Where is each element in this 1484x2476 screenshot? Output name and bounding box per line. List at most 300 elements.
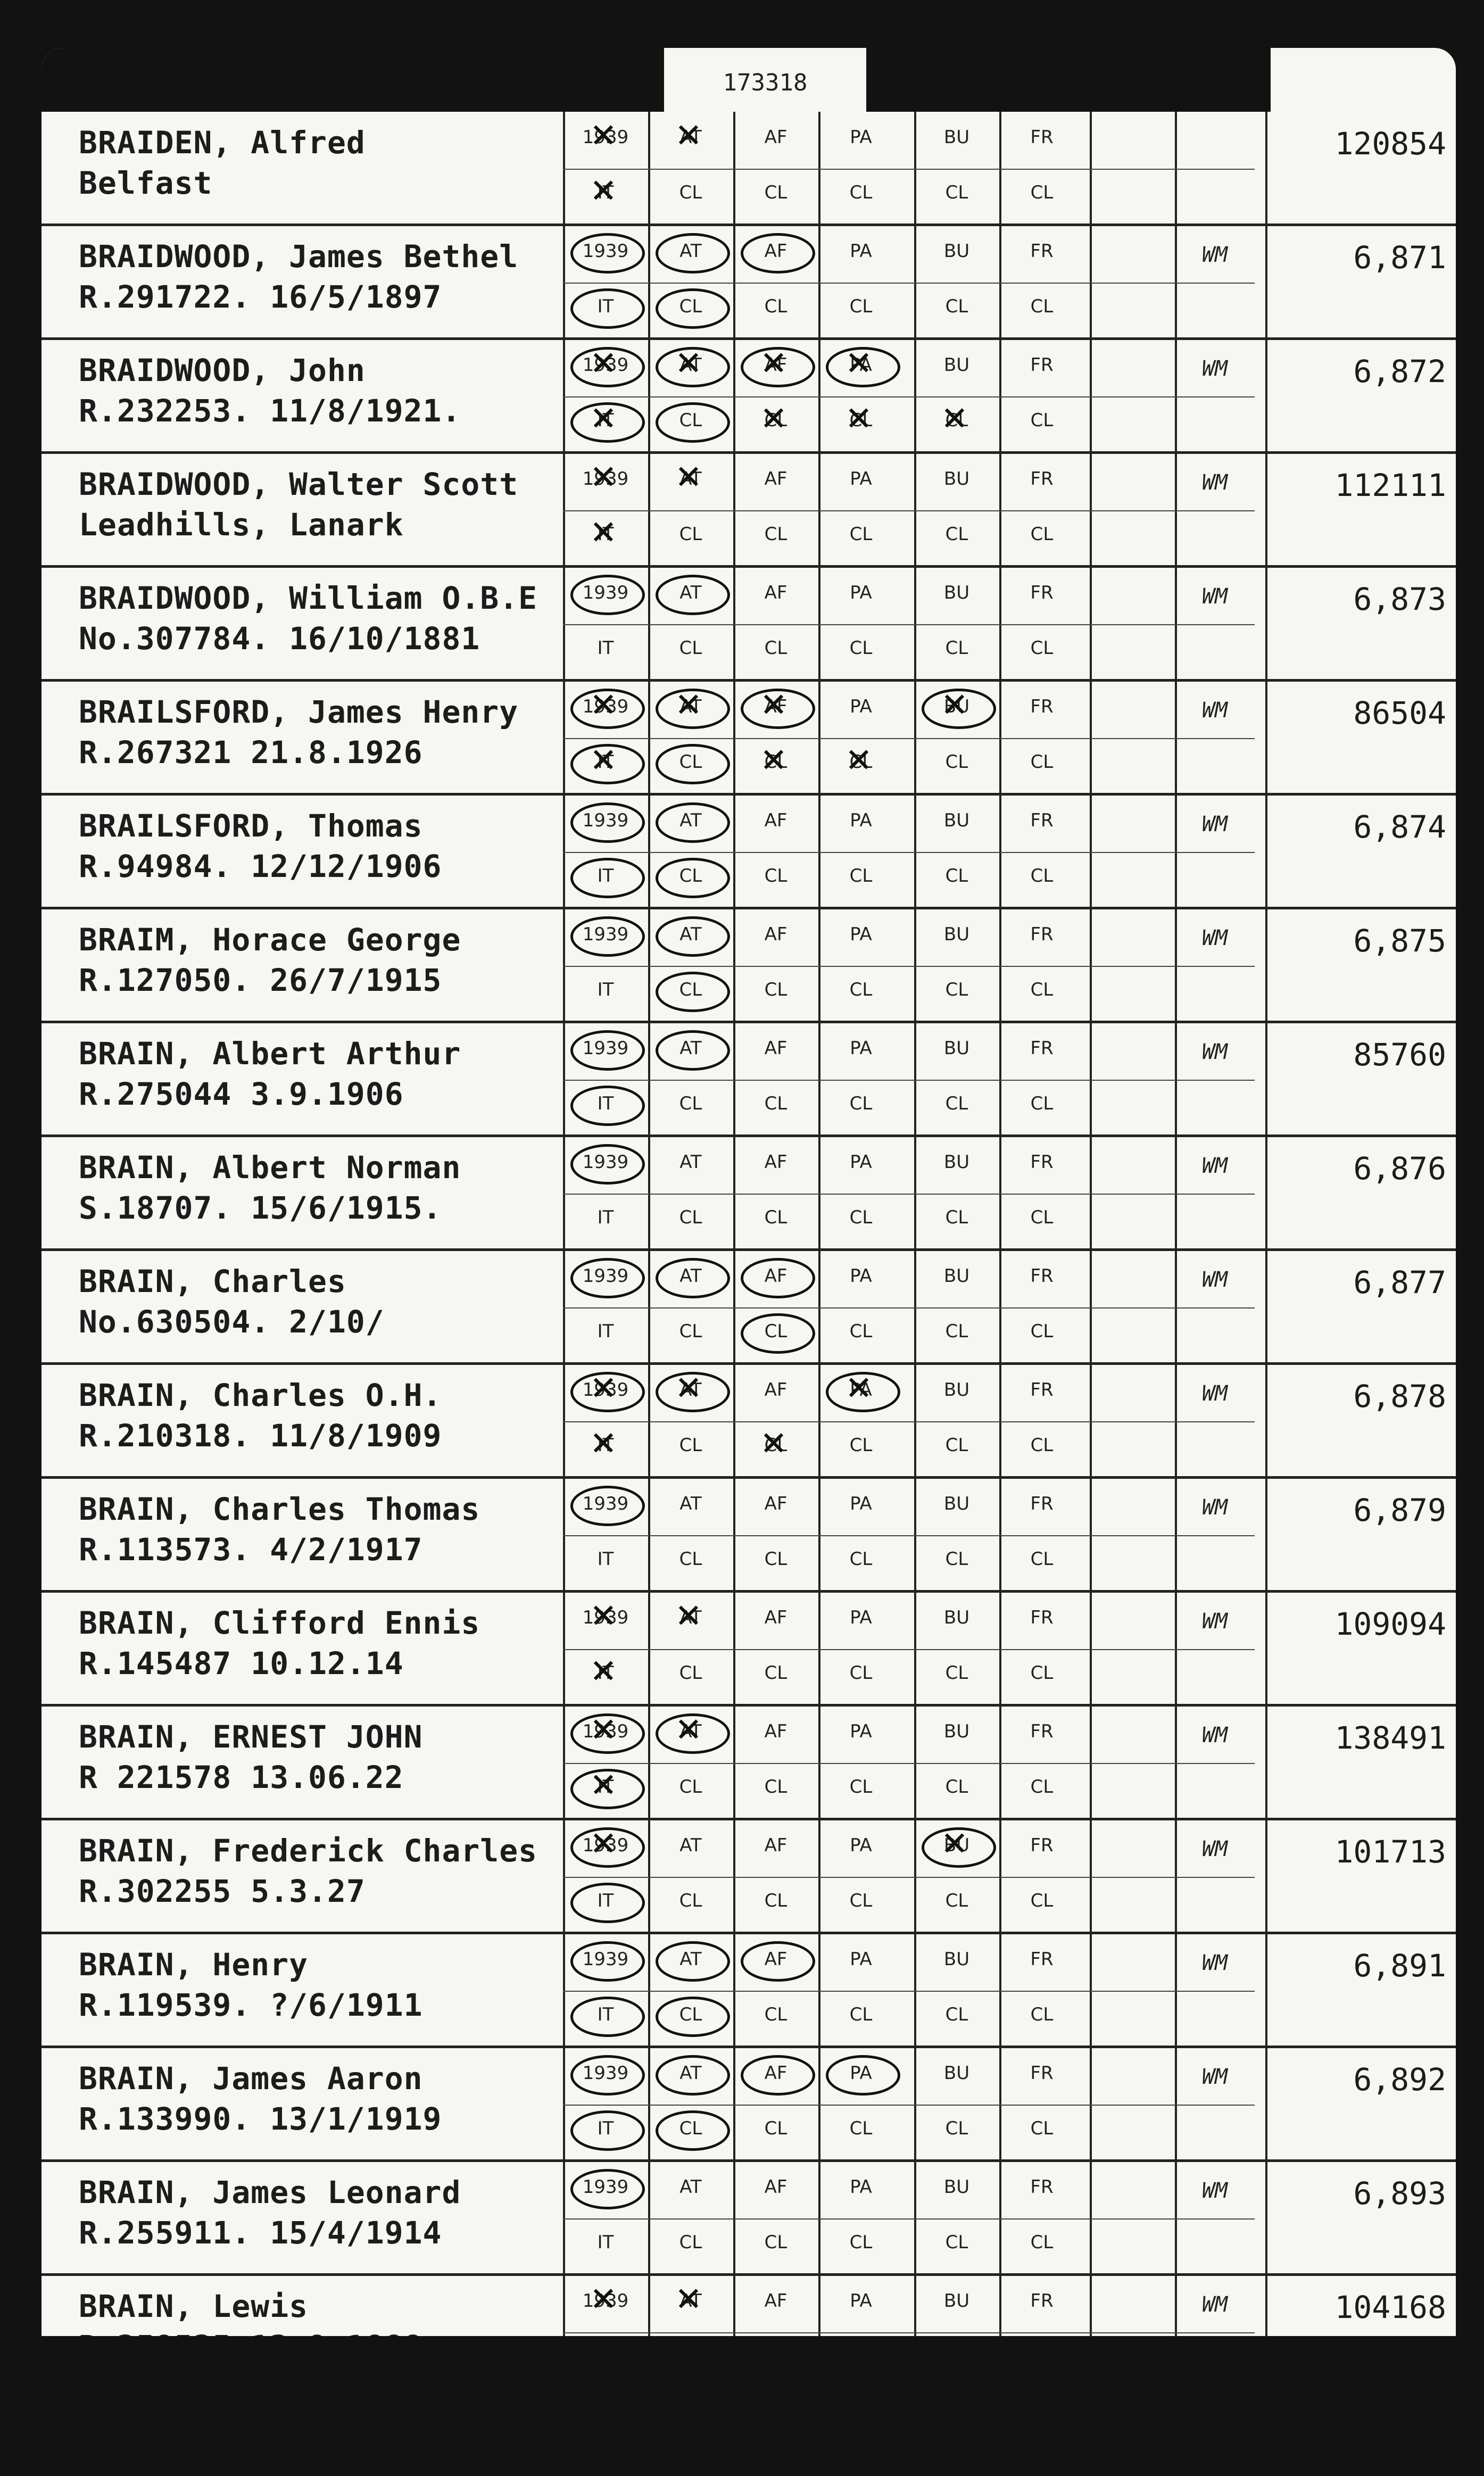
record-status-code: AF [764,1721,787,1742]
record-status-code: 1939 ✕ [563,1721,648,1742]
record-status-code: AT ✕ [648,1379,733,1401]
record-status-code: AF ✕ [733,354,818,376]
record-status-code: BU [943,1949,970,1970]
record-row [42,681,1456,795]
record-status-code: PA [850,2176,872,2198]
record-number: 104168 [1334,2289,1446,2325]
record-name: BRAIDEN, Alfred [79,125,366,161]
record-status-code: CL [849,1207,873,1228]
record-row [42,2162,1456,2275]
record-wm-mark: WM [1201,698,1228,723]
record-status-code: BU [943,1721,970,1742]
record-status-code: CL [849,1435,873,1456]
record-name: BRAIN, ERNEST JOHN [79,1719,423,1755]
record-status-code: CL [849,2232,873,2253]
record-status-code: CL [648,979,733,1000]
record-status-code: CL [1030,751,1054,773]
record-status-code: BU ✕ [914,696,999,717]
record-status-code: CL [945,182,968,203]
record-status-code: CL ✕ [733,1435,818,1456]
record-status-code: PA [850,1038,872,1059]
record-number: 6,872 [1353,353,1446,390]
record-status-code: CL [945,2232,968,2253]
record-status-code: CL [764,1776,787,1798]
record-status-code: CL [1030,865,1054,887]
record-status-code: BU [943,127,970,148]
record-status-code: CL [849,865,873,887]
record-status-code: 1939 ✕ [563,1607,648,1628]
record-number: 6,878 [1353,1378,1446,1414]
record-status-code: AT [648,810,733,831]
record-status-code: AT [648,241,733,262]
record-status-code: FR [1030,127,1054,148]
record-status-code: IT [563,865,648,887]
record-status-code: CL [764,1207,787,1228]
record-status-code: CL [648,865,733,887]
record-status-code: CL [679,2232,702,2253]
record-status-code: CL [679,1776,702,1798]
record-status-code: CL [733,1321,818,1342]
record-status-code: CL [1030,1207,1054,1228]
record-status-code: IT [597,979,614,1000]
record-status-code: AT ✕ [648,2290,733,2312]
record-name: BRAIDWOOD, James Bethel [79,238,519,275]
record-status-code: CL [1030,1776,1054,1798]
record-status-code: CL [849,979,873,1000]
record-details: Leadhills, Lanark [79,507,404,543]
record-status-code: AF [733,1265,818,1287]
record-status-code: PA [850,241,872,262]
record-status-code: CL [849,1662,873,1684]
record-status-code: AF [764,1493,787,1514]
record-details: R.291722. 16/5/1897 [79,279,442,315]
record-status-code: 1939 [563,1265,648,1287]
record-status-code: CL [945,1435,968,1456]
record-status-code: IT ✕ [563,182,648,203]
record-status-code: AT [648,582,733,603]
record-status-code: 1939 [563,2176,648,2198]
record-name: BRAILSFORD, Thomas [79,808,423,844]
record-status-code: 1939 ✕ [563,696,648,717]
record-status-code: FR [1030,582,1054,603]
record-status-code: FR [1030,2176,1054,2198]
record-details: R.210318. 11/8/1909 [79,1418,442,1454]
record-status-code: IT [597,1207,614,1228]
record-status-code: BU [943,2290,970,2312]
record-status-code: 1939 [563,2063,648,2084]
record-status-code: 1939 [563,1152,648,1173]
record-status-code: AF [764,924,787,945]
record-row [42,1820,1456,1934]
record-name: BRAIM, Horace George [79,922,461,958]
record-status-code: CL [679,1093,702,1114]
record-status-code: CL [849,2004,873,2025]
record-status-code: 1939 ✕ [563,127,648,148]
record-status-code: CL [849,524,873,545]
record-status-code: AT [648,1265,733,1287]
record-status-code: PA [850,1835,872,1856]
record-status-code: 1939 [563,924,648,945]
record-status-code: 1939 ✕ [563,1379,648,1401]
record-status-code: CL [764,2232,787,2253]
record-status-code: FR [1030,1607,1054,1628]
record-status-code: BU [943,1152,970,1173]
record-name: BRAIN, Frederick Charles [79,1833,538,1869]
record-row [42,1364,1456,1478]
record-status-code: CL [679,637,702,659]
record-number: 6,892 [1353,2061,1446,2098]
record-status-code: AF [764,1038,787,1059]
record-status-code: BU ✕ [914,1835,999,1856]
record-status-code: 1939 ✕ [563,1835,648,1856]
record-status-code: BU [943,2063,970,2084]
record-wm-mark: WM [1201,243,1228,267]
record-status-code: IT ✕ [563,1435,648,1456]
record-status-code: IT [563,1093,648,1114]
record-status-code: CL ✕ [733,410,818,431]
top-mask-left [42,48,664,112]
record-status-code: BU [943,241,970,262]
record-status-code: 1939 ✕ [563,354,648,376]
record-status-code: CL [1030,1548,1054,1570]
record-wm-mark: WM [1201,2065,1228,2089]
record-number: 6,893 [1353,2175,1446,2212]
record-row [42,1592,1456,1706]
record-status-code: FR [1030,696,1054,717]
record-wm-mark: WM [1201,584,1228,609]
record-name: BRAIN, Charles [79,1263,346,1299]
record-status-code: CL [764,182,787,203]
record-row [42,1023,1456,1137]
record-row [42,226,1456,339]
record-status-code: CL [679,1662,702,1684]
record-status-code: AT [648,1949,733,1970]
record-status-code: AF [733,2063,818,2084]
record-status-code: FR [1030,1379,1054,1401]
record-wm-mark: WM [1201,470,1228,495]
record-status-code: CL [945,1662,968,1684]
record-status-code: CL [764,1093,787,1114]
record-row [42,112,1456,226]
record-status-code: CL [648,296,733,317]
record-wm-mark: WM [1201,1268,1228,1292]
record-status-code: AF [764,1152,787,1173]
record-status-code: FR [1030,2290,1054,2312]
record-status-code: PA [850,2290,872,2312]
record-status-code: CL [945,751,968,773]
record-row [42,453,1456,567]
record-status-code: 1939 [563,1949,648,1970]
record-status-code: CL [945,2004,968,2025]
record-status-code: AT ✕ [648,468,733,490]
record-row [42,1478,1456,1592]
record-status-code: AT ✕ [648,127,733,148]
record-number: 109094 [1334,1606,1446,1642]
record-details: R.302255 5.3.27 [79,1873,366,1909]
record-row [42,339,1456,453]
record-status-code: FR [1030,1949,1054,1970]
record-status-code: IT [563,2004,648,2025]
record-status-code: AT [679,1493,702,1514]
record-status-code: IT [563,296,648,317]
record-status-code: CL [679,1890,702,1911]
record-row [42,1934,1456,2048]
record-status-code: AF [764,2176,787,2198]
record-wm-mark: WM [1201,2292,1228,2317]
record-status-code: FR [1030,924,1054,945]
record-status-code: IT [563,1890,648,1911]
record-status-code: AT ✕ [648,1607,733,1628]
record-name: BRAIDWOOD, John [79,352,366,388]
record-details: R.94984. 12/12/1906 [79,848,442,884]
record-name: BRAIN, Charles O.H. [79,1377,442,1413]
record-status-code: BU [943,468,970,490]
record-number: 6,877 [1353,1264,1446,1301]
record-name: BRAIDWOOD, Walter Scott [79,466,519,502]
record-status-code: AT [648,2063,733,2084]
record-status-code: CL [1030,1435,1054,1456]
record-status-code: IT ✕ [563,1662,648,1684]
record-details: R.232253. 11/8/1921. [79,393,461,429]
record-status-code: PA [850,1493,872,1514]
record-wm-mark: WM [1201,1837,1228,1861]
record-details: R.267321 21.8.1926 [79,734,423,771]
record-status-code: IT ✕ [563,751,648,773]
record-status-code: 1939 ✕ [563,2290,648,2312]
record-status-code: FR [1030,1835,1054,1856]
record-status-code: CL [945,979,968,1000]
record-status-code: CL [945,524,968,545]
record-status-code: BU [943,2176,970,2198]
record-status-code: CL [679,524,702,545]
record-row [42,1137,1456,1251]
record-row [42,795,1456,909]
index-card-sheet [42,48,1456,2389]
record-status-code: CL ✕ [914,410,999,431]
record-status-code: CL [764,865,787,887]
record-status-code: CL [849,296,873,317]
record-name: BRAIN, Albert Arthur [79,1036,461,1072]
record-status-code: CL [764,1548,787,1570]
record-status-code: CL [764,637,787,659]
record-status-code: CL [945,1321,968,1342]
record-name: BRAIN, Henry [79,1947,309,1983]
record-status-code: CL [945,1207,968,1228]
record-details: R.255911. 15/4/1914 [79,2215,442,2251]
record-status-code: 1939 [563,1038,648,1059]
record-status-code: PA ✕ [818,1379,903,1401]
record-status-code: AF ✕ [733,696,818,717]
record-wm-mark: WM [1201,1154,1228,1178]
record-status-code: PA [850,127,872,148]
record-wm-mark: WM [1201,357,1228,381]
record-status-code: 1939 [563,810,648,831]
record-status-code: BU [943,1493,970,1514]
record-status-code: CL ✕ [733,751,818,773]
record-status-code: CL [849,2118,873,2139]
record-status-code: IT [563,2118,648,2139]
record-number: 86504 [1353,695,1446,731]
record-status-code: CL [1030,1321,1054,1342]
record-status-code: CL [1030,637,1054,659]
record-status-code: AF [764,582,787,603]
record-status-code: CL [679,1435,702,1456]
record-status-code: CL [1030,182,1054,203]
record-status-code: CL [849,1093,873,1114]
record-status-code: 1939 [563,241,648,262]
record-status-code: CL [764,524,787,545]
record-row [42,567,1456,681]
record-status-code: CL [1030,2118,1054,2139]
record-status-code: CL [849,1548,873,1570]
record-status-code: 1939 [563,1493,648,1514]
record-status-code: AT ✕ [648,354,733,376]
record-row [42,1251,1456,1364]
record-row [42,2048,1456,2162]
record-status-code: CL [1030,1662,1054,1684]
record-number: 6,891 [1353,1948,1446,1984]
record-status-code: CL [1030,1890,1054,1911]
record-status-code: PA [850,1949,872,1970]
record-status-code: FR [1030,2063,1054,2084]
record-status-code: CL ✕ [818,751,903,773]
record-status-code: AF [764,1379,787,1401]
record-status-code: AF [764,2290,787,2312]
record-wm-mark: WM [1201,926,1228,950]
record-status-code: BU [943,924,970,945]
record-status-code: CL [648,751,733,773]
record-name: BRAIN, Lewis [79,2288,309,2324]
record-status-code: AF [764,1607,787,1628]
record-status-code: PA [818,2063,903,2084]
record-number: 85760 [1353,1037,1446,1073]
record-status-code: PA ✕ [818,354,903,376]
record-number: 6,873 [1353,581,1446,617]
record-name: BRAILSFORD, James Henry [79,694,519,730]
record-status-code: CL [945,1548,968,1570]
record-status-code: BU [943,354,970,376]
record-number: 6,871 [1353,239,1446,276]
record-name: BRAIN, Charles Thomas [79,1491,480,1527]
record-status-code: CL [648,2004,733,2025]
record-status-code: CL [945,2118,968,2139]
record-status-code: CL [849,182,873,203]
record-status-code: BU [943,1038,970,1059]
record-status-code: 1939 ✕ [563,468,648,490]
bottom-mask [42,2336,1456,2389]
record-number: 6,879 [1353,1492,1446,1528]
record-status-code: CL [945,1776,968,1798]
record-status-code: CL [849,1776,873,1798]
record-status-code: AF [733,1949,818,1970]
record-status-code: AT [648,1038,733,1059]
record-status-code: CL [849,1890,873,1911]
record-status-code: CL [764,979,787,1000]
record-status-code: PA [850,1607,872,1628]
record-status-code: AF [764,810,787,831]
record-status-code: PA [850,810,872,831]
record-status-code: CL [849,1321,873,1342]
record-status-code: PA [850,582,872,603]
record-status-code: IT [597,2232,614,2253]
record-status-code: IT [597,1321,614,1342]
record-status-code: CL [648,410,733,431]
record-name: BRAIN, James Leonard [79,2174,461,2210]
record-status-code: IT ✕ [563,1776,648,1798]
record-row [42,909,1456,1023]
record-status-code: CL [1030,524,1054,545]
record-status-code: AF [764,468,787,490]
record-details: R.133990. 13/1/1919 [79,2101,442,2137]
record-status-code: AT ✕ [648,1721,733,1742]
record-status-code: CL ✕ [818,410,903,431]
record-number: 6,875 [1353,923,1446,959]
record-status-code: CL [764,296,787,317]
record-wm-mark: WM [1201,1723,1228,1748]
record-status-code: PA [850,1152,872,1173]
record-status-code: PA [850,1265,872,1287]
record-status-code: PA [850,468,872,490]
record-status-code: BU [943,582,970,603]
record-details: S.18707. 15/6/1915. [79,1190,442,1226]
record-details: No.630504. 2/10/ [79,1304,385,1340]
record-details: R.275044 3.9.1906 [79,1076,404,1112]
record-status-code: BU [943,810,970,831]
record-wm-mark: WM [1201,1495,1228,1520]
record-status-code: FR [1030,354,1054,376]
record-status-code: CL [764,1890,787,1911]
record-status-code: AF [764,127,787,148]
record-status-code: CL [1030,1093,1054,1114]
top-mask-right [866,48,1271,112]
record-status-code: AF [733,241,818,262]
record-status-code: BU [943,1265,970,1287]
record-details: No.307784. 16/10/1881 [79,620,480,657]
record-name: BRAIN, Clifford Ennis [79,1605,480,1641]
record-status-code: CL [1030,410,1054,431]
record-status-code: CL [679,1321,702,1342]
record-status-code: CL [1030,979,1054,1000]
record-number: 112111 [1334,467,1446,503]
record-details: R.113573. 4/2/1917 [79,1531,423,1568]
record-status-code: CL [764,1662,787,1684]
record-name: BRAIN, Albert Norman [79,1149,461,1186]
record-status-code: CL [945,296,968,317]
record-status-code: CL [764,2118,787,2139]
record-status-code: CL [679,182,702,203]
record-status-code: FR [1030,1152,1054,1173]
record-details: R 221578 13.06.22 [79,1759,404,1795]
record-status-code: CL [1030,296,1054,317]
record-status-code: PA [850,1721,872,1742]
record-status-code: IT ✕ [563,410,648,431]
record-wm-mark: WM [1201,812,1228,837]
record-wm-mark: WM [1201,1040,1228,1064]
record-number: 120854 [1334,126,1446,162]
record-status-code: AT [679,2176,702,2198]
record-name: BRAIDWOOD, William O.B.E [79,580,538,616]
record-wm-mark: WM [1201,2179,1228,2203]
record-status-code: PA [850,696,872,717]
record-details: R.119539. ?/6/1911 [79,1987,423,2023]
record-status-code: CL [945,1890,968,1911]
record-status-code: FR [1030,810,1054,831]
record-wm-mark: WM [1201,1951,1228,1975]
record-details: Belfast [79,165,213,201]
record-status-code: IT ✕ [563,524,648,545]
record-status-code: AF [764,1835,787,1856]
record-status-code: AT [679,1152,702,1173]
